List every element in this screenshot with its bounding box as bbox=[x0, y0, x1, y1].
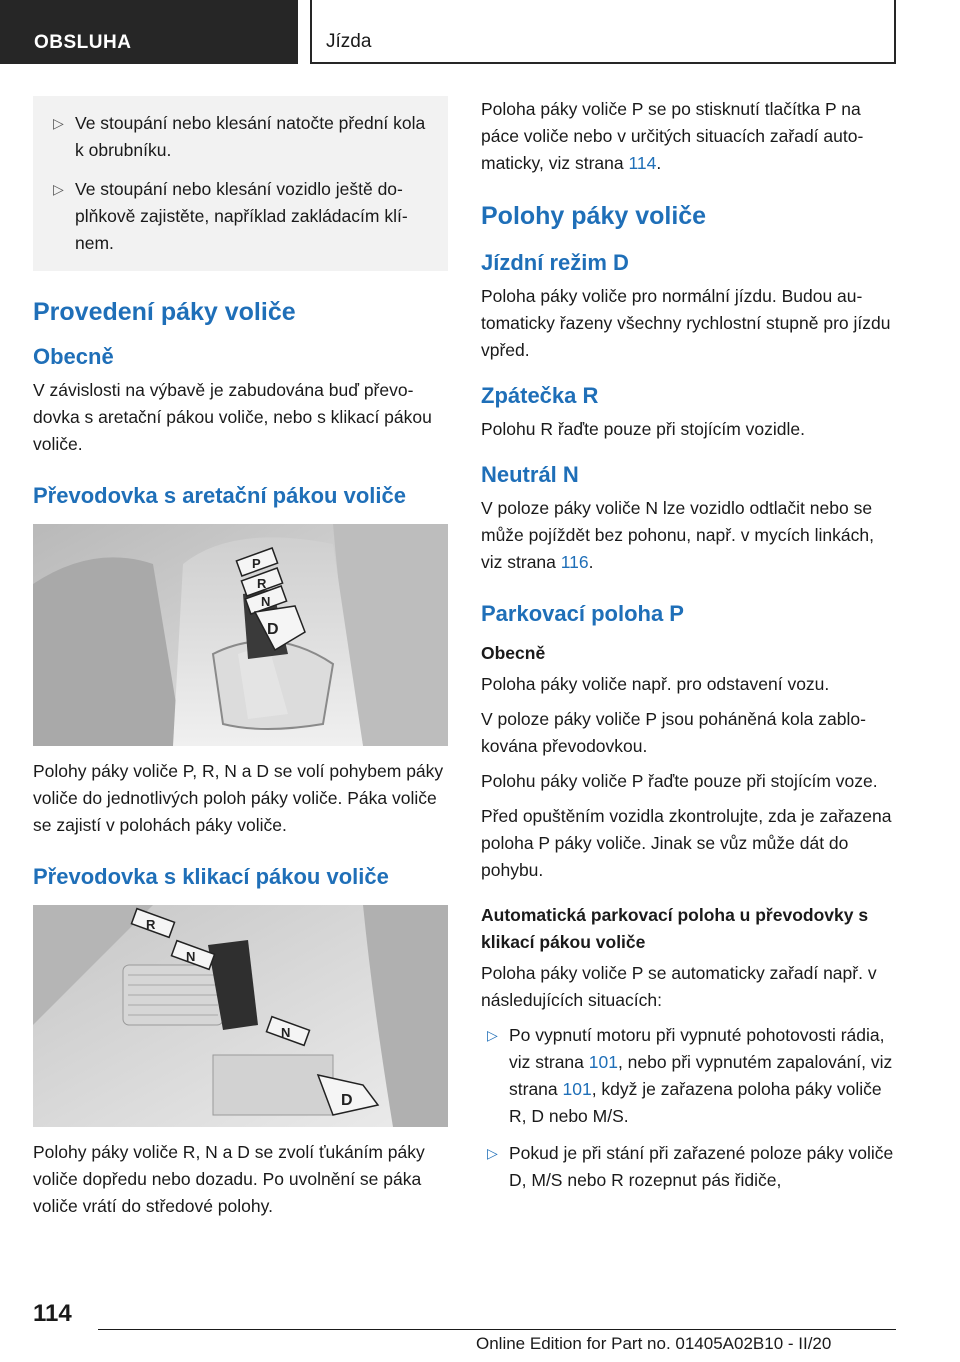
gear-label-n: N bbox=[261, 594, 271, 609]
heading-selector-positions: Polohy páky voliče bbox=[481, 202, 707, 230]
paragraph-reverse-r: Polohu R řaďte pouze při stojícím vozidle. bbox=[481, 419, 805, 439]
gear-label-r: R bbox=[146, 917, 156, 932]
paragraph-auto-park: Poloha páky voliče P se automaticky zařadí např. v následujících situacích: bbox=[481, 963, 877, 1010]
triangle-bullet-icon: ▷ bbox=[53, 115, 64, 131]
footer-divider bbox=[98, 1329, 896, 1330]
heading-selector-design: Provedení páky voliče bbox=[33, 298, 296, 326]
paragraph-detent-lever: Polohy páky voliče P, R, N a D se volí pohybem páky voliče do jednotlivých poloh páky voliče. Páka voliče se zajistí v polohách páky voliče. bbox=[33, 761, 444, 835]
page-link-101-second[interactable]: 101 bbox=[562, 1079, 592, 1099]
triangle-bullet-icon: ▷ bbox=[53, 181, 64, 197]
heading-tip-lever: Převodovka s klikací pákou voliče bbox=[33, 864, 389, 889]
subheading-park-general: Obecně bbox=[481, 643, 546, 663]
section-tab: OBSLUHA bbox=[0, 0, 298, 64]
page-link-114[interactable]: 114 bbox=[628, 153, 657, 173]
page-link-116[interactable]: 116 bbox=[560, 552, 589, 572]
gear-label-r: R bbox=[257, 576, 267, 591]
note-item bbox=[47, 176, 430, 257]
triangle-bullet-icon: ▷ bbox=[487, 1145, 498, 1161]
list-item: ▷ Po vypnutí motoru při vypnuté pohotovosti rádia, viz strana 101, nebo při vypnutém zapalování, viz strana 101, když je zařazena poloha páky voliče R, D nebo M/S. bbox=[481, 1022, 896, 1130]
list-item: ▷ Pokud je při stání při zařazené poloze páky voliče D, M/S nebo R rozepnut pás řidiče, bbox=[481, 1140, 896, 1194]
paragraph-tip-lever: Polohy páky voliče R, N a D se zvolí ťukáním páky voliče dopředu nebo dozadu. Po uvolnění se páka voliče vrátí do středové polohy. bbox=[33, 1142, 425, 1216]
note-text: Ve stoupání nebo klesání vozidlo ještě doplňkově zajistěte, například zakládacím klínem. bbox=[75, 179, 408, 253]
paragraph-park-4: Před opuštěním vozidla zkontrolujte, zda je zařazena poloha P páky voliče. Jinak se vůz může dát do pohybu. bbox=[481, 806, 892, 880]
paragraph-park-1: Poloha páky voliče např. pro odstavení vozu. bbox=[481, 674, 830, 694]
photo-tip-selector-lever bbox=[33, 905, 448, 1127]
paragraph-drive-d: Poloha páky voliče pro normální jízdu. Budou automaticky řazeny všechny rychlostní stupně pro jízdu vpřed. bbox=[481, 286, 891, 360]
heading-neutral-n: Neutrál N bbox=[481, 462, 579, 487]
gear-label-d: D bbox=[341, 1092, 353, 1109]
heading-reverse-r: Zpátečka R bbox=[481, 383, 599, 408]
paragraph-general: V závislosti na výbavě je zabudována buď převodovka s aretační pákou voliče, nebo s klikací pákou voliče. bbox=[33, 380, 432, 454]
edition-text: Online Edition for Part no. 01405A02B10 - II/20 bbox=[476, 1334, 832, 1353]
gear-label-n-lower: N bbox=[281, 1025, 291, 1040]
note-text: Ve stoupání nebo klesání natočte přední kola k obrubníku. bbox=[75, 113, 426, 160]
note-box bbox=[33, 96, 448, 271]
photo-detent-selector-lever bbox=[33, 524, 448, 746]
subheading-auto-park: Automatická parkovací poloha u převodovky s klikací pákou voliče bbox=[481, 905, 869, 952]
paragraph-park-3: Polohu páky voliče P řaďte pouze při stojícím voze. bbox=[481, 771, 878, 791]
chapter-title: Jízda bbox=[310, 0, 896, 64]
paragraph-neutral-n: V poloze páky voliče N lze vozidlo odtlačit nebo se může pojíždět bez pohonu, např. v mycích linkách, viz strana 116. bbox=[481, 498, 874, 572]
gear-label-p: P bbox=[252, 556, 261, 571]
page-number: 114 bbox=[33, 1300, 72, 1327]
paragraph-intro: Poloha páky voliče P se po stisknutí tlačítka P na páce voliče nebo v určitých situacích zařadí automaticky, viz strana 114. bbox=[481, 99, 864, 173]
heading-general: Obecně bbox=[33, 344, 114, 369]
note-item bbox=[47, 110, 430, 164]
heading-detent-lever: Převodovka s aretační pákou voliče bbox=[33, 483, 406, 508]
left-column bbox=[33, 96, 448, 1220]
right-column bbox=[481, 96, 896, 1194]
paragraph-park-2: V poloze páky voliče P jsou poháněná kola zablokována převodovkou. bbox=[481, 709, 866, 756]
gear-label-n: N bbox=[186, 949, 196, 964]
gear-label-d: D bbox=[267, 621, 279, 638]
page-link-101[interactable]: 101 bbox=[588, 1052, 618, 1072]
heading-park-p: Parkovací poloha P bbox=[481, 601, 684, 626]
heading-drive-d: Jízdní režim D bbox=[481, 250, 629, 275]
triangle-bullet-icon: ▷ bbox=[487, 1027, 498, 1043]
